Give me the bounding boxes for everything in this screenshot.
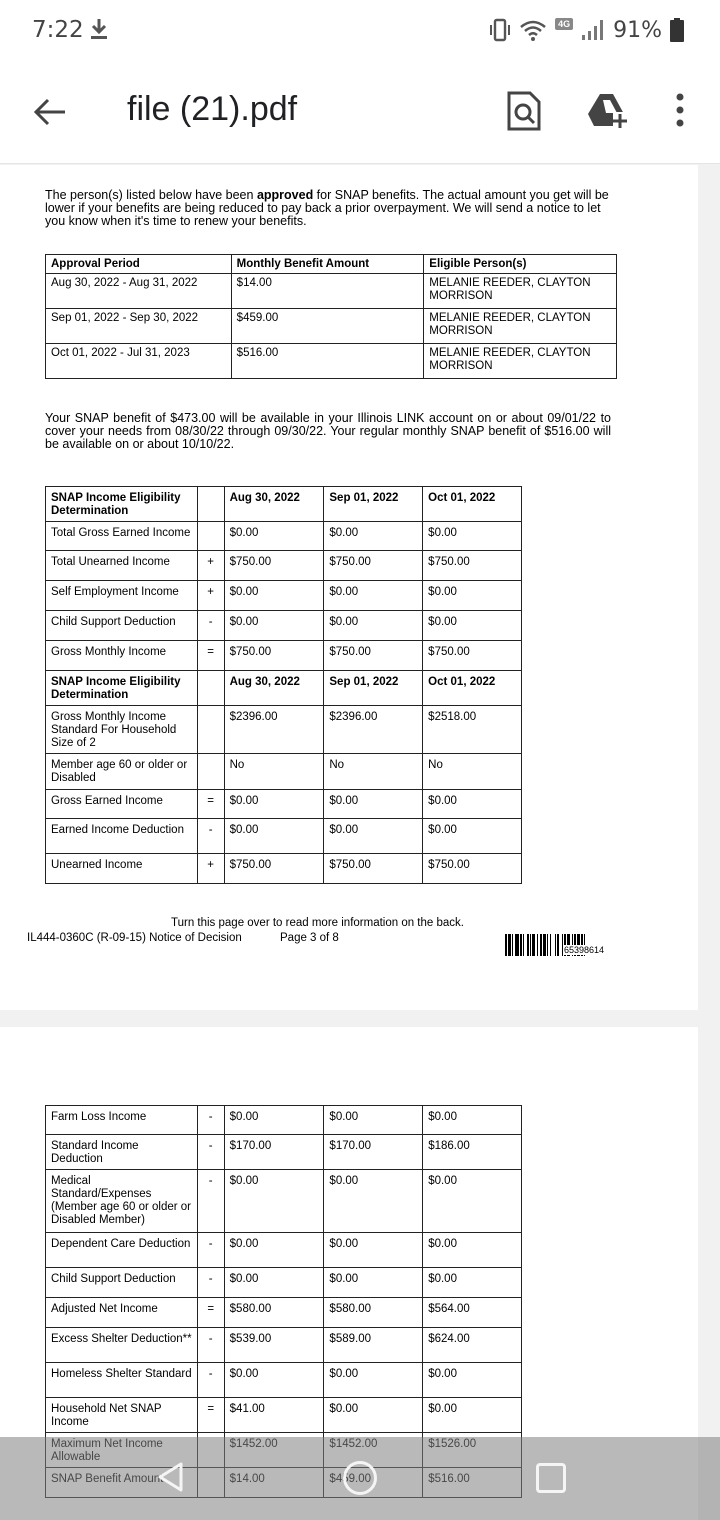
- table-cell: Aug 30, 2022: [224, 671, 324, 706]
- intro-text-start: The person(s) listed below have been: [45, 188, 257, 202]
- table-row: [46, 1170, 522, 1233]
- table-row: [46, 790, 522, 819]
- table-cell: No: [224, 754, 324, 790]
- table-cell: $0.00: [324, 790, 423, 819]
- table-row: [46, 551, 522, 581]
- status-time: 7:22: [32, 17, 84, 43]
- table-row: [46, 1398, 522, 1433]
- approval-intro: [45, 189, 615, 228]
- table-cell: $2396.00: [324, 706, 423, 754]
- table-cell: $0.00: [224, 611, 324, 641]
- table-row: [46, 344, 617, 379]
- barcode-bar: [523, 934, 524, 956]
- status-bar: [0, 0, 720, 62]
- table-cell: Household Net SNAP Income: [46, 1398, 198, 1433]
- nav-recents-icon[interactable]: [536, 1463, 566, 1493]
- vibrate-icon: [489, 17, 511, 43]
- operator-cell: -: [197, 1328, 224, 1363]
- footer-turn-page: Turn this page over to read more information on the back.: [171, 917, 464, 929]
- income-eligibility-table: [45, 486, 522, 884]
- table-header-row: [46, 671, 522, 706]
- table-cell: Oct 01, 2022: [423, 487, 522, 522]
- table-cell: $589.00: [324, 1328, 423, 1363]
- table-cell: Homeless Shelter Standard: [46, 1363, 198, 1398]
- table-cell: SNAP Income Eligibility Determination: [46, 487, 198, 522]
- table-cell: $750.00: [423, 854, 522, 884]
- table-cell: MELANIE REEDER, CLAYTON MORRISON: [424, 344, 617, 379]
- table-cell: Excess Shelter Deduction**: [46, 1328, 198, 1363]
- table-row: [46, 854, 522, 884]
- barcode-bar: [547, 934, 548, 956]
- page-number: Page 3 of 8: [280, 932, 339, 944]
- table-cell: Aug 30, 2022: [224, 487, 324, 522]
- barcode-bar: [520, 934, 522, 956]
- table-cell: Adjusted Net Income: [46, 1298, 198, 1328]
- table-row: [46, 1135, 522, 1170]
- table-cell: $0.00: [324, 522, 423, 551]
- table-cell: MELANIE REEDER, CLAYTON MORRISON: [424, 274, 617, 309]
- table-cell: Medical Standard/Expenses (Member age 60 or older or Disabled Member): [46, 1170, 198, 1233]
- network-badge: 4G: [555, 18, 573, 30]
- table-cell: Oct 01, 2022 - Jul 31, 2023: [46, 344, 232, 379]
- table-cell: Standard Income Deduction: [46, 1135, 198, 1170]
- table-cell: $186.00: [423, 1135, 522, 1170]
- back-arrow-icon[interactable]: [32, 94, 68, 130]
- table-cell: $750.00: [324, 641, 423, 671]
- operator-cell: +: [197, 581, 224, 611]
- table-row: [46, 309, 617, 344]
- operator-cell: -: [197, 1170, 224, 1233]
- operator-cell: -: [197, 1106, 224, 1135]
- barcode-bar: [532, 934, 535, 956]
- table-header: Monthly Benefit Amount: [231, 255, 424, 274]
- table-row: [46, 1328, 522, 1363]
- table-row: [46, 522, 522, 551]
- table-cell: $170.00: [324, 1135, 423, 1170]
- operator-cell: -: [197, 1135, 224, 1170]
- table-header: Eligible Person(s): [424, 255, 617, 274]
- operator-cell: +: [197, 854, 224, 884]
- table-cell: Child Support Deduction: [46, 1268, 198, 1298]
- table-cell: $0.00: [423, 522, 522, 551]
- intro-text-end: for SNAP benefits. The actual amount you get will be lower if your benefits are being reduced to pay back a prior overpayment. We will send a notice to let you know when it's time to renew your benefits.: [45, 188, 609, 228]
- operator-cell: =: [197, 1298, 224, 1328]
- table-cell: Oct 01, 2022: [423, 671, 522, 706]
- table-cell: $0.00: [423, 1106, 522, 1135]
- table-cell: Farm Loss Income: [46, 1106, 198, 1135]
- table-cell: $170.00: [224, 1135, 324, 1170]
- table-cell: Child Support Deduction: [46, 611, 198, 641]
- table-cell: Member age 60 or older or Disabled: [46, 754, 198, 790]
- table-cell: $750.00: [224, 551, 324, 581]
- table-cell: $624.00: [423, 1328, 522, 1363]
- document-title: file (21).pdf: [127, 90, 298, 128]
- table-cell: $0.00: [324, 1363, 423, 1398]
- table-cell: $564.00: [423, 1298, 522, 1328]
- table-cell: MELANIE REEDER, CLAYTON MORRISON: [424, 309, 617, 344]
- table-cell: $0.00: [423, 1363, 522, 1398]
- table-cell: No: [423, 754, 522, 790]
- table-cell: $580.00: [324, 1298, 423, 1328]
- table-cell: $0.00: [324, 1233, 423, 1268]
- table-cell: $0.00: [224, 1170, 324, 1233]
- table-cell: Earned Income Deduction: [46, 819, 198, 854]
- barcode-bar: [557, 934, 559, 956]
- operator-cell: =: [197, 790, 224, 819]
- table-cell: $750.00: [224, 854, 324, 884]
- table-header: Approval Period: [46, 255, 232, 274]
- operator-cell: -: [197, 1363, 224, 1398]
- operator-cell: [197, 522, 224, 551]
- table-cell: Unearned Income: [46, 854, 198, 884]
- approval-table: [45, 254, 617, 379]
- table-cell: Sep 01, 2022 - Sep 30, 2022: [46, 309, 232, 344]
- add-to-drive-icon[interactable]: [586, 92, 628, 130]
- pdf-page-3: [0, 165, 698, 1010]
- barcode-bar: [543, 934, 546, 956]
- download-icon: [90, 18, 108, 40]
- table-row: [46, 754, 522, 790]
- table-cell: $580.00: [224, 1298, 324, 1328]
- table-row: [46, 581, 522, 611]
- table-cell: Aug 30, 2022 - Aug 31, 2022: [46, 274, 232, 309]
- table-cell: $0.00: [224, 819, 324, 854]
- operator-cell: [197, 706, 224, 754]
- table-cell: $0.00: [224, 522, 324, 551]
- table-cell: $0.00: [324, 1398, 423, 1433]
- table-cell: Sep 01, 2022: [324, 671, 423, 706]
- table-header-row: [46, 255, 617, 274]
- table-cell: Total Gross Earned Income: [46, 522, 198, 551]
- table-cell: $0.00: [423, 790, 522, 819]
- table-cell: $750.00: [423, 641, 522, 671]
- battery-percent: 91%: [613, 17, 662, 43]
- operator-cell: -: [197, 611, 224, 641]
- table-row: [46, 274, 617, 309]
- table-header-row: [46, 487, 522, 522]
- table-row: [46, 1106, 522, 1135]
- operator-cell: [197, 487, 224, 522]
- table-cell: $0.00: [324, 611, 423, 641]
- operator-cell: [197, 754, 224, 790]
- table-row: [46, 706, 522, 754]
- barcode-bar: [537, 934, 538, 956]
- table-cell: $0.00: [423, 1398, 522, 1433]
- table-cell: $750.00: [423, 551, 522, 581]
- operator-cell: =: [197, 1398, 224, 1433]
- table-cell: $750.00: [324, 551, 423, 581]
- operator-cell: -: [197, 1268, 224, 1298]
- table-cell: $459.00: [231, 309, 424, 344]
- table-cell: $516.00: [231, 344, 424, 379]
- battery-icon: [670, 18, 684, 42]
- barcode-number: 65398614: [564, 945, 605, 955]
- nav-home-icon[interactable]: [343, 1461, 377, 1495]
- table-cell: Gross Monthly Income: [46, 641, 198, 671]
- footer-form-id: IL444-0360C (R-09-15) Notice of Decision: [27, 932, 242, 944]
- table-cell: $0.00: [423, 1233, 522, 1268]
- table-cell: $0.00: [324, 1268, 423, 1298]
- navigation-bar: [0, 1437, 720, 1520]
- barcode-bar: [505, 934, 507, 956]
- barcode-bar: [508, 934, 511, 956]
- table-cell: $0.00: [423, 1268, 522, 1298]
- table-row: [46, 1268, 522, 1298]
- status-icons: [489, 14, 684, 46]
- table-cell: $0.00: [324, 1106, 423, 1135]
- operator-cell: +: [197, 551, 224, 581]
- table-cell: $0.00: [324, 1170, 423, 1233]
- signal-icon: [581, 19, 605, 41]
- table-cell: Gross Monthly Income Standard For Household Size of 2: [46, 706, 198, 754]
- table-cell: $0.00: [423, 611, 522, 641]
- table-cell: Dependent Care Deduction: [46, 1233, 198, 1268]
- table-cell: Total Unearned Income: [46, 551, 198, 581]
- wifi-icon: [519, 18, 547, 42]
- table-cell: $14.00: [231, 274, 424, 309]
- table-row: [46, 611, 522, 641]
- table-cell: $2396.00: [224, 706, 324, 754]
- table-cell: $0.00: [224, 1233, 324, 1268]
- find-in-document-icon[interactable]: [506, 90, 542, 132]
- table-row: [46, 1363, 522, 1398]
- table-cell: $0.00: [423, 819, 522, 854]
- operator-cell: -: [197, 1233, 224, 1268]
- table-cell: Gross Earned Income: [46, 790, 198, 819]
- app-bar: [0, 62, 720, 164]
- table-cell: Self Employment Income: [46, 581, 198, 611]
- table-cell: $0.00: [224, 581, 324, 611]
- benefit-availability-paragraph: Your SNAP benefit of $473.00 will be available in your Illinois LINK account on or about 09/01/22 to cover your needs from 08/30/22 through 09/30/22. Your regular monthly SNAP benefit of $516.00 will be available on or about 10/10/22.: [45, 411, 611, 451]
- table-cell: $0.00: [224, 1363, 324, 1398]
- table-cell: $0.00: [423, 1170, 522, 1233]
- table-cell: $0.00: [324, 581, 423, 611]
- table-cell: $0.00: [224, 1106, 324, 1135]
- barcode-bar: [550, 934, 551, 956]
- table-cell: Sep 01, 2022: [324, 487, 423, 522]
- table-row: [46, 819, 522, 854]
- barcode-bar: [530, 934, 531, 956]
- table-row: [46, 1298, 522, 1328]
- table-cell: $0.00: [324, 819, 423, 854]
- intro-text-bold: approved: [256, 188, 314, 202]
- more-options-icon[interactable]: [670, 92, 690, 128]
- barcode-bar: [515, 934, 519, 956]
- operator-cell: [197, 671, 224, 706]
- table-cell: $539.00: [224, 1328, 324, 1363]
- table-row: [46, 641, 522, 671]
- table-cell: $0.00: [224, 790, 324, 819]
- barcode-bar: [512, 934, 513, 956]
- table-cell: $750.00: [224, 641, 324, 671]
- barcode-bar: [527, 934, 529, 956]
- table-cell: $0.00: [423, 581, 522, 611]
- table-cell: No: [324, 754, 423, 790]
- table-cell: $0.00: [224, 1268, 324, 1298]
- nav-back-icon[interactable]: [156, 1461, 184, 1493]
- barcode-bar: [540, 934, 542, 956]
- operator-cell: =: [197, 641, 224, 671]
- table-row: [46, 1233, 522, 1268]
- table-cell: $41.00: [224, 1398, 324, 1433]
- barcode-bar: [555, 934, 556, 956]
- table-cell: $750.00: [324, 854, 423, 884]
- table-cell: SNAP Income Eligibility Determination: [46, 671, 198, 706]
- operator-cell: -: [197, 819, 224, 854]
- table-cell: $2518.00: [423, 706, 522, 754]
